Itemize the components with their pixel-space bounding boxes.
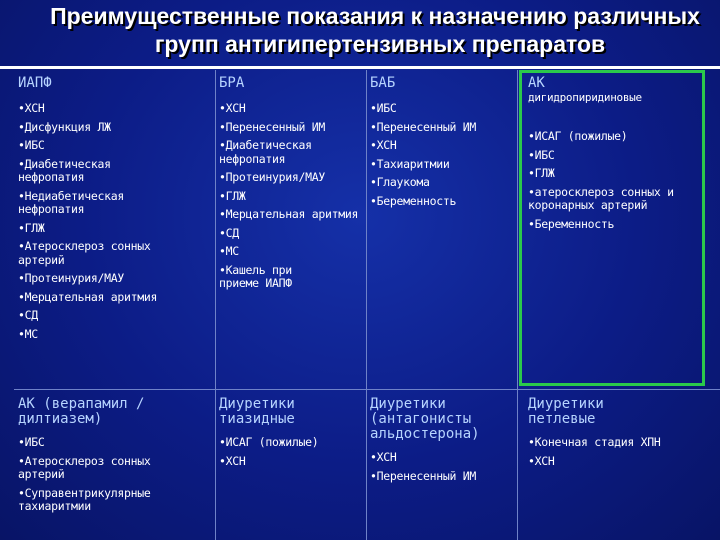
- title-line-1: Преимущественные показания к назначению различных: [50, 3, 700, 29]
- list-item: •Кашель при приеме ИАПФ: [219, 262, 292, 290]
- list-item: •ХСН: [528, 453, 555, 468]
- list-item: •Атеросклероз сонных артерий: [18, 239, 151, 267]
- list-item: •Глаукома: [370, 175, 430, 189]
- list-item: •Мерцательная аритмия: [219, 207, 359, 221]
- cell-ak-dhp: [528, 76, 698, 231]
- cell-bra: [219, 76, 365, 291]
- title-divider: [0, 66, 720, 69]
- list-item: •ХСН: [370, 138, 397, 152]
- list-item: •Недиабетическая нефропатия: [18, 188, 124, 216]
- column-divider: [366, 70, 367, 540]
- cell-iapf: [18, 76, 214, 341]
- list-item: •атеросклероз сонных и коронарных артерий: [528, 184, 674, 212]
- list-item: •ИБС: [528, 147, 555, 162]
- list-item: •СД: [219, 225, 239, 240]
- list-item: •Беременность: [370, 193, 457, 208]
- list-item: •Перенесенный ИМ: [219, 119, 325, 134]
- list-item: •ИСАГ (пожилые): [528, 129, 628, 143]
- list-item: •Дисфункция ЛЖ: [18, 119, 111, 134]
- cell-header: ИАПФ: [18, 75, 52, 91]
- cell-header: БАБ: [370, 75, 396, 91]
- list-item: •Атеросклероз сонных артерий: [18, 453, 151, 481]
- cell-subheader: дигидропиридиновые: [528, 91, 642, 104]
- list-item: •ХСН: [370, 450, 397, 464]
- list-item: •Перенесенный ИМ: [370, 119, 476, 134]
- list-item: •Диабетическая нефропатия: [219, 138, 312, 166]
- cell-header: АК: [528, 75, 545, 91]
- title-line-2: групп антигипертензивных препаратов: [154, 31, 606, 57]
- list-item: •Диабетическая нефропатия: [18, 156, 111, 184]
- cell-header: Диуретики петлевые: [528, 396, 604, 427]
- cell-bab: [370, 76, 516, 208]
- cell-thiazide: [219, 397, 365, 468]
- list-item: •ХСН: [219, 101, 246, 115]
- list-item: •МС: [18, 326, 38, 341]
- list-item: •ГЛЖ: [18, 220, 45, 235]
- page-title: [0, 2, 720, 58]
- cell-header: Диуретики тиазидные: [219, 396, 295, 427]
- list-item: •Мерцательная аритмия: [18, 289, 158, 304]
- list-item: •ИСАГ (пожилые): [219, 435, 319, 449]
- list-item: •Конечная стадия ХПН: [528, 435, 661, 449]
- list-item: •МС: [219, 244, 239, 258]
- list-item: •СД: [18, 308, 38, 322]
- list-item: •Перенесенный ИМ: [370, 468, 476, 483]
- cell-aldosterone: [370, 397, 516, 483]
- column-divider: [517, 70, 518, 540]
- list-item: •Протеинурия/МАУ: [18, 271, 124, 285]
- list-item: •Тахиаритмии: [370, 156, 450, 171]
- cell-loop: [528, 397, 698, 468]
- column-divider: [215, 70, 216, 540]
- list-item: •ХСН: [219, 453, 246, 468]
- row-divider: [14, 389, 720, 390]
- list-item: •Суправентрикулярные тахиаритмии: [18, 485, 151, 513]
- list-item: •Протеинурия/МАУ: [219, 170, 325, 184]
- list-item: •ХСН: [18, 101, 45, 115]
- cell-header: Диуретики (антагонисты альдостерона): [370, 396, 480, 442]
- list-item: •Беременность: [528, 216, 615, 231]
- list-item: •ГЛЖ: [528, 166, 555, 180]
- list-item: •ИБС: [18, 138, 45, 152]
- cell-header: АК (верапамил / дилтиазем): [18, 396, 145, 427]
- list-item: •ГЛЖ: [219, 188, 246, 203]
- cell-ak-verapamil: [18, 397, 188, 514]
- list-item: •ИБС: [370, 101, 397, 115]
- cell-header: БРА: [219, 75, 245, 91]
- list-item: •ИБС: [18, 435, 45, 449]
